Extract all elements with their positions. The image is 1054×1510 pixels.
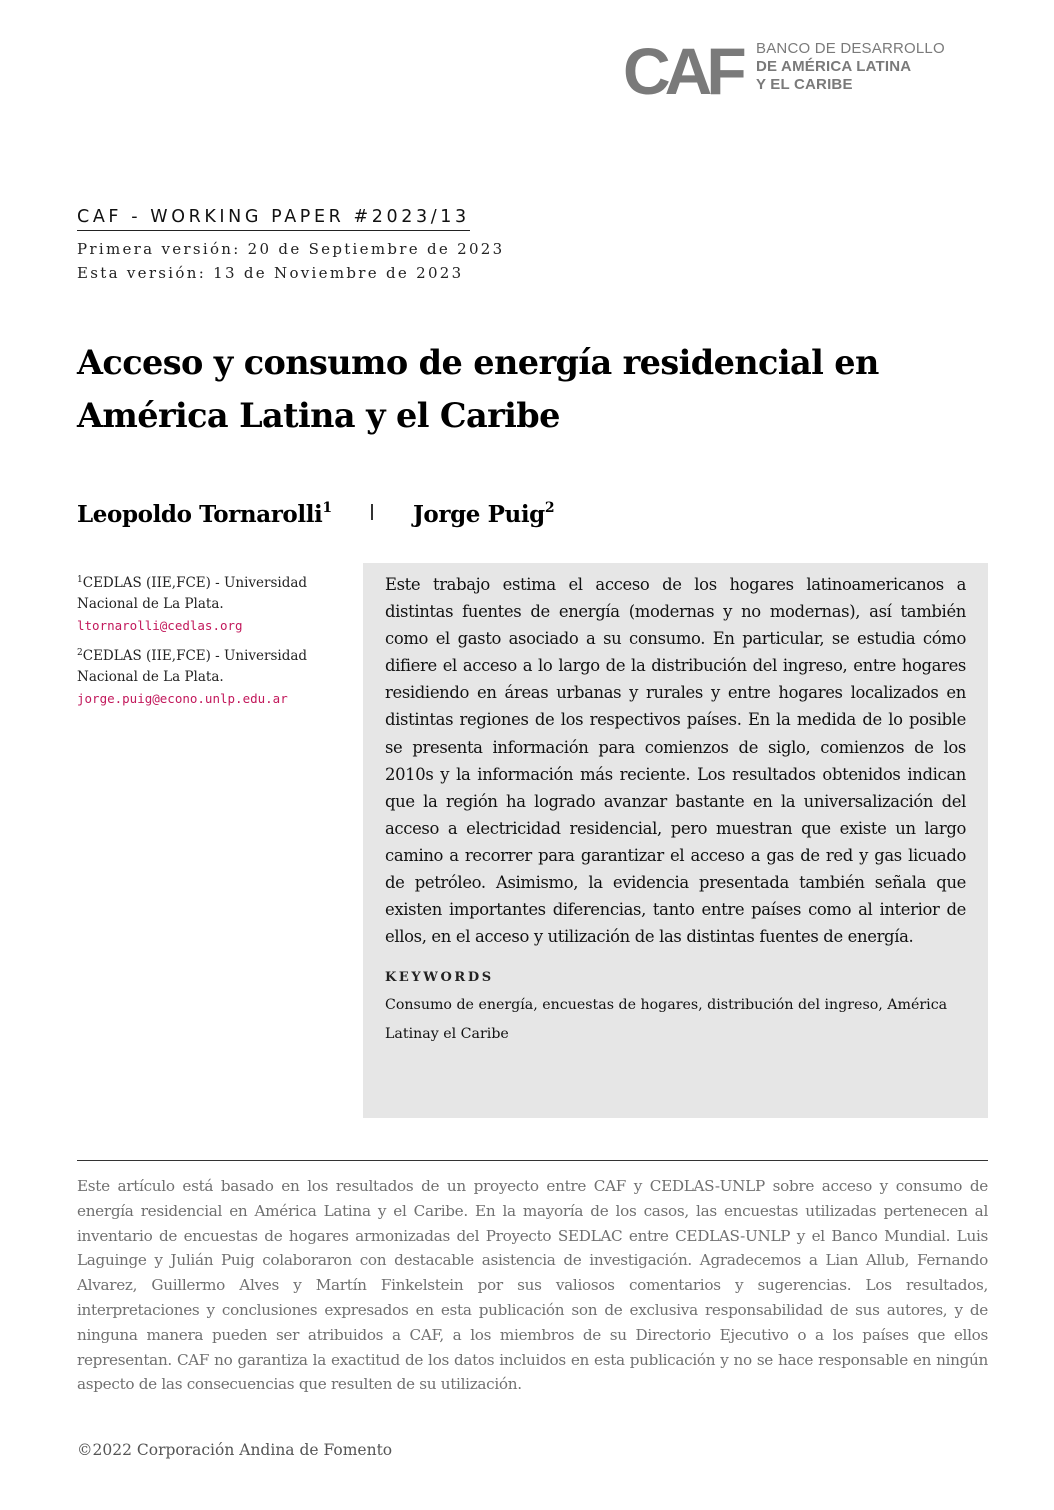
affiliation-institution: CEDLAS (IIE,FCE) - Universidad Nacional de La Plata. (77, 648, 308, 685)
footnote-divider (77, 1160, 988, 1161)
abstract-text: Este trabajo estima el acceso de los hogares latinoamericanos a distintas fuentes de energía (modernas y no modernas), así también como el gasto asociado a su consumo. En particular, se estudia cómo difiere el acceso a lo largo de la distribución del ingreso, entre hogares residiendo en áreas urbanas y rurales y entre hogares localizados en distintas regiones de los respectivos países. En la medida de lo posible se presenta información para comienzos de siglo, comienzos de los 2010s y la información más reciente. Los resultados obtenidos indican que la región ha logrado avanzar bastante en la universalización del acceso a electricidad residencial, pero muestran que existe un largo camino a recorrer para garantizar el acceso a gas de red y gas licuado de petróleo. Asimismo, la evidencia presentada también señala que existen importantes diferencias, tanto entre países como al interior de ellos, en el acceso y utilización de las distintas fuentes de energía. (385, 575, 966, 947)
affiliation-institution: CEDLAS (IIE,FCE) - Universidad Nacional de La Plata. (77, 575, 308, 612)
paper-title (77, 336, 977, 442)
affiliations (77, 570, 337, 710)
title-line-1: Acceso y consumo de energía residencial en (77, 343, 879, 382)
this-version-date: Esta versión: 13 de Noviembre de 2023 (77, 264, 464, 282)
logo-line-1: BANCO DE DESARROLLO (756, 40, 945, 57)
affiliation-mark: 2 (77, 648, 83, 658)
affiliation-mark: 1 (77, 575, 83, 585)
series-label: CAF - WORKING PAPER #2023/13 (77, 207, 470, 231)
author-separator (371, 504, 373, 520)
abstract-box (363, 563, 988, 1118)
first-version-date: Primera versión: 20 de Septiembre de 2023 (77, 240, 505, 258)
author-list (77, 500, 554, 528)
author-name: Jorge Puig (412, 501, 545, 528)
author-email-link[interactable]: jorge.puig@econo.unlp.edu.ar (77, 691, 288, 706)
svg-text:CAF: CAF (623, 40, 741, 98)
logo-line-2: DE AMÉRICA LATINA (756, 58, 912, 75)
working-paper-header (77, 207, 505, 282)
author-footnote-mark: 2 (544, 500, 555, 516)
author-email-link[interactable]: ltornarolli@cedlas.org (77, 618, 243, 633)
author-name: Leopoldo Tornarolli (77, 501, 323, 528)
title-line-2: América Latina y el Caribe (77, 396, 560, 435)
caf-logo (623, 40, 953, 100)
keywords-list: Consumo de energía, encuestas de hogares, distribución del ingreso, América Latinay el Caribe (385, 997, 948, 1043)
logo-line-3: Y EL CARIBE (756, 76, 853, 93)
caf-logo-text (756, 40, 945, 94)
copyright-notice: ©2022 Corporación Andina de Fomento (77, 1441, 393, 1459)
caf-logo-mark (623, 40, 748, 98)
affiliation-item (77, 570, 337, 637)
keywords-heading: KEYWORDS (385, 970, 494, 986)
author-footnote-mark: 1 (322, 500, 332, 516)
acknowledgements-note: Este artículo está basado en los resultados de un proyecto entre CAF y CEDLAS-UNLP sobre acceso y consumo de energía residencial en América Latina y el Caribe. En la mayoría de los casos, las encuestas utilizadas pertenecen al inventario de encuestas de hogares armonizadas del Proyecto SEDLAC entre CEDLAS-UNLP y el Banco Mundial. Luis Laguinge y Julián Puig colaboraron con destacable asistencia de investigación. Agradecemos a Lian Allub, Fernando Alvarez, Guillermo Alves y Martín Finkelstein por sus valiosos comentarios y sugerencias. Los resultados, interpretaciones y conclusiones expresados en esta publicación son de exclusiva responsabilidad de sus autores, y de ninguna manera pueden ser atribuidos a CAF, a los miembros de su Directorio Ejecutivo o a los países que ellos representan. CAF no garantiza la exactitud de los datos incluidos en esta publicación y no se hace responsable en ningún aspecto de las consecuencias que resulten de su utilización. (77, 1177, 988, 1394)
affiliation-item (77, 643, 337, 710)
